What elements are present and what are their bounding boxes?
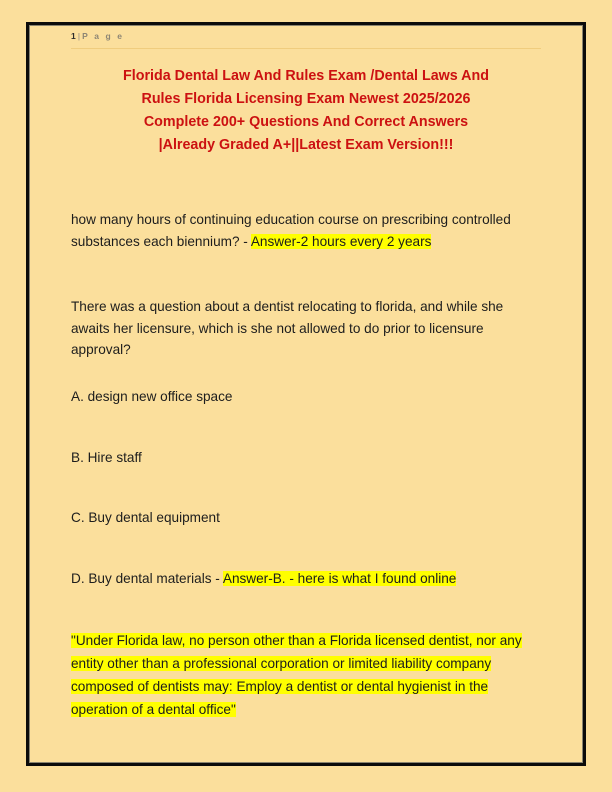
question-1-answer: Answer-2 hours every 2 years [250,233,432,249]
option-d-text: D. Buy dental materials - [71,571,223,587]
title-line-1: Florida Dental Law And Rules Exam /Dental Laws And [123,68,489,84]
spacer-after-title [71,165,541,209]
statute-quote-text: "Under Florida law, no person other than a Florida licensed dentist, nor any entity other than a professional corporation or limited liability company composed of dentists may: Employ a dentist or dental hygienist in the operation of a dental office" [71,632,522,717]
question-1-text: how many hours of continuing education course on prescribing controlled substances each biennium? - [71,212,511,249]
spacer-before-quote [71,603,541,615]
title-line-2: Rules Florida Licensing Exam Newest 2025/2026 [141,91,471,107]
page-number: 1 [71,31,76,41]
option-d-answer: Answer-B. - here is what I found online [222,571,457,587]
option-d [71,568,541,590]
question-1 [71,209,541,252]
statute-quote [71,629,541,721]
page-header-separator: | [77,31,81,41]
option-c: C. Buy dental equipment [71,510,220,526]
page-content [71,30,541,734]
question-2: There was a question about a dentist relocating to florida, and while she awaits her licensure, which is she not allowed to do prior to licensure approval? [71,299,504,357]
spacer-option-b-c [71,482,541,494]
spacer-option-c-d [71,543,541,555]
spacer-between-questions [71,252,541,296]
title-line-3: Complete 200+ Questions And Correct Answers [143,114,469,130]
title-line-4: |Already Graded A+||Latest Exam Version!!! [158,137,454,153]
running-header [71,30,541,46]
document-title [71,65,541,157]
option-b: B. Hire staff [71,449,142,465]
header-divider [71,48,541,49]
spacer-option-a-b [71,421,541,433]
spacer-before-options [71,361,541,373]
page-header-label: P a g e [82,31,125,41]
option-a: A. design new office space [71,389,233,405]
